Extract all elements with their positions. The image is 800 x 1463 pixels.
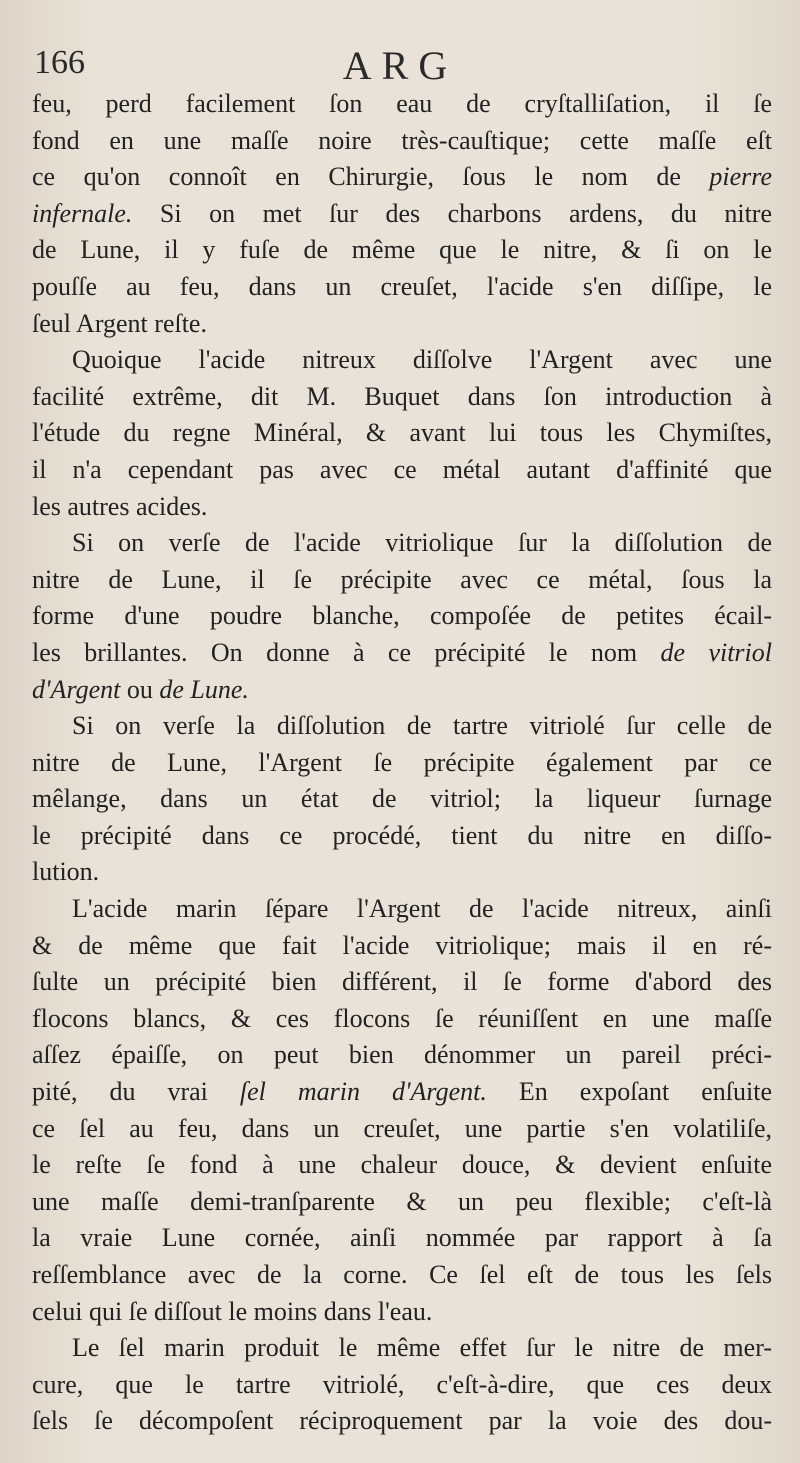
text-line (32, 1330, 772, 1367)
text-line (32, 269, 772, 306)
line-text: mêlange, dans un état de vitriol; la liqueur ſurnage (32, 784, 772, 814)
line-text: une maſſe demi-tranſparente & un peu flexible; c'eſt-là (32, 1186, 772, 1216)
line-text: l'étude du regne Minéral, & avant lui tous les Chymiſtes, (32, 418, 772, 448)
text-line (32, 1147, 772, 1184)
line-text: ſulte un précipité bien différent, il ſe forme d'abord des (32, 967, 772, 997)
line-text: aſſez épaiſſe, on peut bien dénommer un pareil préci- (32, 1040, 772, 1070)
text-line (32, 818, 772, 855)
line-text: nitre de Lune, l'Argent ſe précipite également par ce (32, 747, 772, 777)
italic-text: pierre (709, 162, 772, 192)
line-text: & de même que fait l'acide vitriolique; mais il en ré- (32, 930, 772, 960)
text-line (32, 745, 772, 782)
text-line (32, 635, 772, 672)
text-line (32, 598, 772, 635)
line-text: ſels ſe décompoſent réciproquement par la voie des dou- (32, 1406, 772, 1436)
line-text: Si on met ſur des charbons ardens, du nitre (132, 198, 772, 228)
line-text: Le ſel marin produit le même effet ſur le nitre de mer- (72, 1333, 772, 1363)
text-line (32, 1074, 772, 1111)
text-line (32, 964, 772, 1001)
text-line (32, 232, 772, 269)
line-text: ce ſel au feu, dans un creuſet, une partie s'en volatiliſe, (32, 1113, 772, 1143)
line-text: les brillantes. On donne à ce précipité le nom (32, 637, 661, 667)
body-text (32, 86, 772, 1440)
line-text: L'acide marin ſépare l'Argent de l'acide nitreux, ainſi (72, 894, 772, 924)
text-line (32, 1184, 772, 1221)
line-text: flocons blancs, & ces flocons ſe réuniſſent en une maſſe (32, 1003, 772, 1033)
text-line (32, 306, 772, 343)
text-line (32, 562, 772, 599)
line-text: forme d'une poudre blanche, compoſée de petites écail- (32, 601, 772, 631)
text-line (32, 1001, 772, 1038)
page-number: 166 (34, 44, 85, 81)
text-line (32, 489, 772, 526)
line-text: cure, que le tartre vitriolé, c'eſt-à-dire, que ces deux (32, 1369, 772, 1399)
line-text: il n'a cependant pas avec ce métal autant d'affinité que (32, 454, 772, 484)
line-text: pouſſe au feu, dans un creuſet, l'acide s'en diſſipe, le (32, 271, 772, 301)
line-text: Si on verſe de l'acide vitriolique ſur la diſſolution de (72, 528, 772, 558)
line-text: ou (120, 674, 160, 704)
text-line (32, 1403, 772, 1440)
line-text: pité, du vrai (32, 1077, 240, 1107)
text-line (32, 159, 772, 196)
text-line (32, 1037, 772, 1074)
line-text: ce qu'on connoît en Chirurgie, ſous le nom de (32, 162, 710, 192)
italic-text: ſel marin d'Argent. (239, 1077, 487, 1107)
line-text: reſſemblance avec de la corne. Ce ſel eſt de tous les ſels (32, 1260, 772, 1289)
text-line (32, 123, 772, 160)
text-line (32, 928, 772, 965)
line-text: lution. (32, 857, 100, 887)
running-head: ARG (342, 43, 458, 88)
page-header (0, 40, 800, 90)
line-text: le reſte ſe fond à une chaleur douce, & devient enſuite (32, 1150, 772, 1180)
line-text: ſeul Argent reſte. (32, 308, 207, 338)
line-text: le précipité dans ce procédé, tient du nitre en diſſo- (32, 820, 772, 850)
line-text: Si on verſe la diſſolution de tartre vitriolé ſur celle de (72, 711, 772, 741)
italic-text: de Lune. (159, 674, 249, 704)
text-line (32, 86, 772, 123)
text-line (32, 854, 772, 891)
text-line (32, 781, 772, 818)
text-line (32, 672, 772, 709)
line-text: les autres acides. (32, 491, 208, 521)
text-line (32, 379, 772, 416)
line-text: la vraie Lune cornée, ainſi nommée par rapport à ſa (32, 1223, 772, 1253)
line-text: celui qui ſe diſſout le moins dans l'eau. (32, 1296, 433, 1326)
text-line (32, 891, 772, 928)
line-text: facilité extrême, dit M. Buquet dans ſon introduction à (32, 381, 772, 411)
line-text: En expoſant enſuite (486, 1077, 772, 1107)
text-line (32, 525, 772, 562)
line-text: fond en une maſſe noire très-cauſtique; cette maſſe eſt (32, 125, 772, 155)
text-line (32, 196, 772, 233)
text-line (32, 342, 772, 379)
line-text: nitre de Lune, il ſe précipite avec ce métal, ſous la (32, 564, 772, 594)
text-line (32, 452, 772, 489)
italic-text: d'Argent (32, 674, 121, 704)
text-line (32, 708, 772, 745)
italic-text: de vitriol (660, 637, 772, 667)
text-line (32, 1111, 772, 1148)
line-text: de Lune, il y fuſe de même que le nitre, & ſi on le (32, 235, 772, 265)
italic-text: infernale. (32, 198, 133, 228)
text-line (32, 1220, 772, 1257)
text-line (32, 1367, 772, 1404)
text-line (32, 1257, 772, 1294)
text-line (32, 415, 772, 452)
line-text: Quoique l'acide nitreux diſſolve l'Argent avec une (72, 345, 772, 375)
line-text: feu, perd facilement ſon eau de cryſtalliſation, il ſe (32, 89, 772, 118)
text-line (32, 1294, 772, 1331)
